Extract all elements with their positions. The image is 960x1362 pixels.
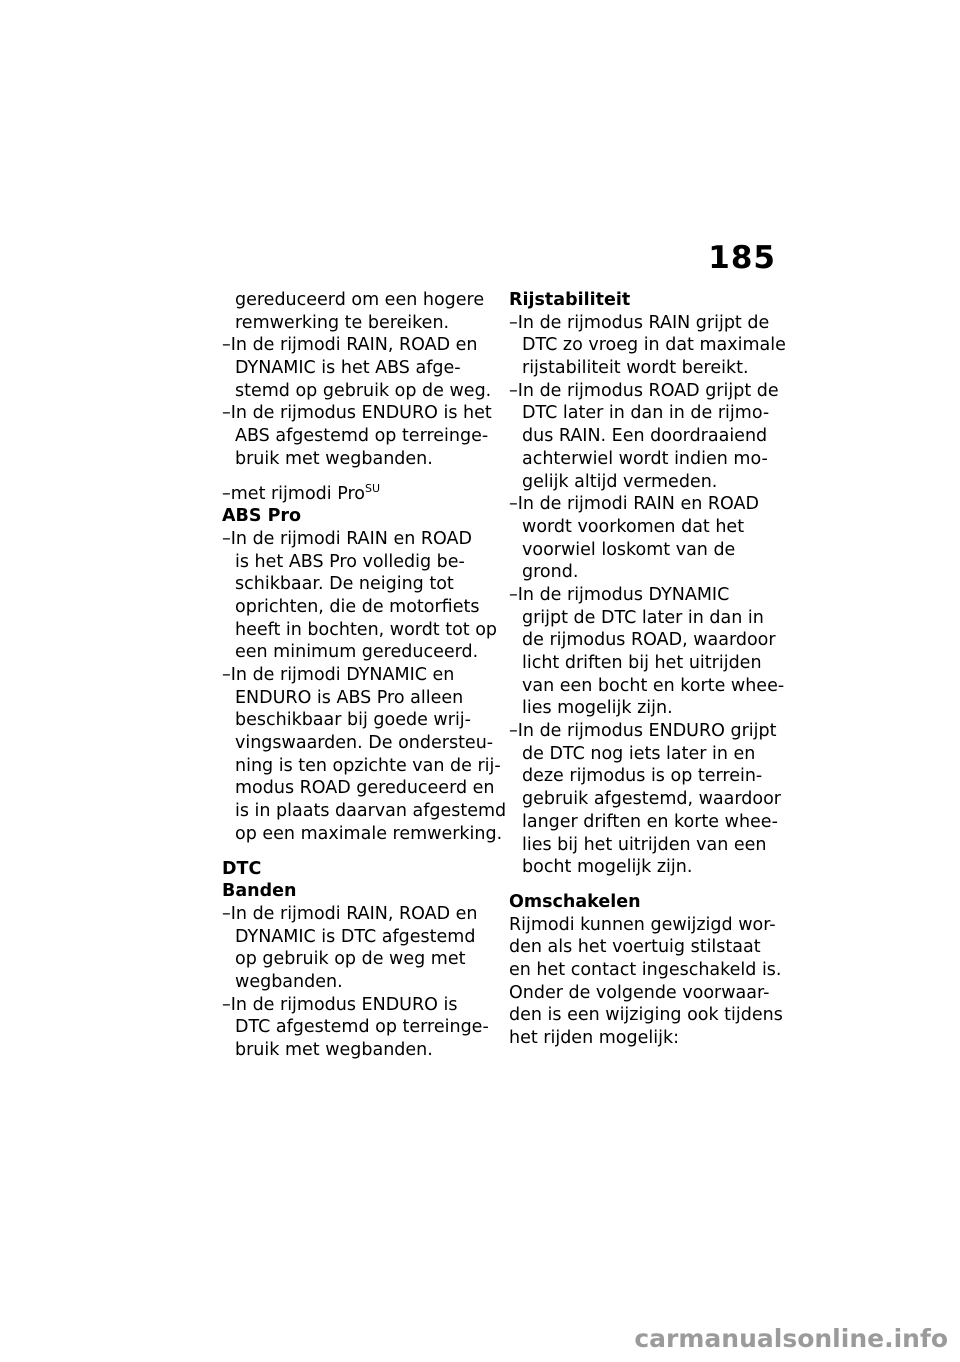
line-text: –In de rijmodus ENDURO is het xyxy=(222,403,492,424)
line-text: lies bij het uitrijden van een xyxy=(522,834,767,855)
text-line xyxy=(509,493,781,516)
superscript: SU xyxy=(364,481,381,495)
text-line xyxy=(222,800,507,823)
line-text: DTC xyxy=(222,858,262,879)
line-text: bocht mogelijk zijn. xyxy=(522,857,693,878)
text-line xyxy=(222,380,494,403)
text-line xyxy=(509,471,781,494)
line-text: DYNAMIC is het ABS afge- xyxy=(235,358,461,379)
line-text: grijpt de DTC later in dan in xyxy=(522,607,764,628)
line-text: bruik met wegbanden. xyxy=(235,448,433,469)
paragraph-gap xyxy=(509,879,781,891)
line-text: schikbaar. De neiging tot xyxy=(235,574,454,595)
line-text: wordt voorkomen dat het xyxy=(522,516,745,537)
line-text: is het ABS Pro volledig be- xyxy=(235,551,465,572)
line-text: langer driften en korte whee- xyxy=(522,811,778,832)
line-text: –In de rijmodus ROAD grijpt de xyxy=(509,380,779,401)
text-line xyxy=(509,380,781,403)
text-line xyxy=(509,959,781,982)
text-line xyxy=(509,448,781,471)
text-line xyxy=(222,334,494,357)
line-text: –In de rijmodus ENDURO is xyxy=(222,994,458,1015)
paragraph-gap xyxy=(222,846,494,858)
line-text: ENDURO is ABS Pro alleen xyxy=(235,687,464,708)
text-line xyxy=(509,720,781,743)
text-line xyxy=(222,573,494,596)
line-text: DTC afgestemd op terreinge- xyxy=(235,1017,489,1038)
line-text: –In de rijmodi RAIN, ROAD en xyxy=(222,903,478,924)
text-line xyxy=(509,516,781,539)
left-column xyxy=(222,289,507,1062)
line-text: op gebruik op de weg met xyxy=(235,949,466,970)
line-text: rijstabiliteit wordt bereikt. xyxy=(522,358,749,379)
text-line xyxy=(222,619,498,642)
text-line xyxy=(509,834,781,857)
text-line xyxy=(222,483,494,506)
text-line xyxy=(222,425,494,448)
line-text: ning is ten opzichte van de rij- xyxy=(235,755,501,776)
line-text: gelijk altijd vermeden. xyxy=(522,471,718,492)
text-line xyxy=(509,697,781,720)
text-line xyxy=(222,823,503,846)
paragraph-gap xyxy=(222,471,494,483)
line-text: Rijstabiliteit xyxy=(509,290,631,310)
text-line xyxy=(222,732,494,755)
line-text: Banden xyxy=(222,881,297,902)
line-text: –In de rijmodus DYNAMIC xyxy=(509,584,730,605)
text-line xyxy=(222,1039,494,1062)
text-line xyxy=(509,425,781,448)
line-text: ABS Pro xyxy=(222,506,302,527)
right-column xyxy=(509,289,786,1050)
section-heading xyxy=(509,289,781,312)
line-text: van een bocht en korte whee- xyxy=(522,675,785,696)
text-line xyxy=(222,777,494,800)
text-line xyxy=(509,629,781,652)
text-line xyxy=(222,289,494,312)
text-line xyxy=(509,914,781,937)
text-line xyxy=(509,743,781,766)
text-line xyxy=(509,652,781,675)
line-text: achterwiel wordt indien mo- xyxy=(522,448,768,469)
line-text: dus RAIN. Een doordraaiend xyxy=(522,426,768,447)
line-text: beschikbaar bij goede wrij- xyxy=(235,710,471,731)
line-text: stemd op gebruik op de weg. xyxy=(235,380,492,401)
line-text: –met rijmodi Pro xyxy=(222,483,365,504)
line-text: de DTC nog iets later in en xyxy=(522,743,756,764)
section-heading xyxy=(509,891,781,914)
line-text: gebruik afgestemd, waardoor xyxy=(522,789,781,810)
section-heading xyxy=(222,880,494,903)
watermark: carmanualsonline.info xyxy=(634,1324,948,1353)
line-text: de rijmodus ROAD, waardoor xyxy=(522,630,776,651)
text-line xyxy=(222,926,494,949)
line-text: –In de rijmodi RAIN, ROAD en xyxy=(222,335,478,356)
line-text: den als het voertuig stilstaat xyxy=(509,937,761,958)
line-text: den is een wijziging ook tijdens xyxy=(509,1005,783,1026)
text-line xyxy=(222,357,494,380)
line-text: Omschakelen xyxy=(509,891,641,912)
line-text: –In de rijmodus RAIN grijpt de xyxy=(509,312,770,333)
line-text: deze rijmodus is op terrein- xyxy=(522,766,763,787)
line-text: heeft in bochten, wordt tot op xyxy=(235,619,498,640)
line-text: –In de rijmodi RAIN en ROAD xyxy=(509,494,759,515)
line-text: lies mogelijk zijn. xyxy=(522,698,673,719)
section-heading xyxy=(222,505,494,528)
line-text: Rijmodi kunnen gewijzigd wor- xyxy=(509,914,776,935)
text-line xyxy=(222,312,494,335)
text-line xyxy=(509,357,781,380)
text-line xyxy=(509,1027,781,1050)
line-text: voorwiel loskomt van de xyxy=(522,539,736,560)
line-text: oprichten, die de motorfiets xyxy=(235,596,480,617)
text-line xyxy=(222,528,494,551)
text-line xyxy=(509,936,781,959)
line-text: bruik met wegbanden. xyxy=(235,1040,433,1060)
text-line xyxy=(509,539,781,562)
line-text: –In de rijmodi RAIN en ROAD xyxy=(222,528,472,549)
text-line xyxy=(509,982,781,1005)
text-line xyxy=(222,641,494,664)
text-line xyxy=(222,664,494,687)
line-text: –In de rijmodus ENDURO grijpt xyxy=(509,721,777,742)
text-line xyxy=(509,856,781,879)
text-line xyxy=(222,1016,494,1039)
text-line xyxy=(222,402,494,425)
text-line xyxy=(222,903,494,926)
line-text: is in plaats daarvan afgestemd xyxy=(235,801,507,822)
text-line xyxy=(509,402,781,425)
text-line xyxy=(222,596,494,619)
text-line xyxy=(509,811,781,834)
text-line xyxy=(509,607,781,630)
line-text: grond. xyxy=(522,562,579,583)
page-number: 185 xyxy=(708,240,776,276)
text-line xyxy=(509,788,781,811)
text-line xyxy=(222,709,494,732)
text-line xyxy=(222,755,501,778)
text-line xyxy=(222,948,494,971)
line-text: remwerking te bereiken. xyxy=(235,312,450,333)
line-text: modus ROAD gereduceerd en xyxy=(235,778,495,799)
text-line xyxy=(222,448,494,471)
section-heading xyxy=(222,858,494,881)
text-line xyxy=(222,994,494,1017)
text-line xyxy=(509,675,785,698)
line-text: DYNAMIC is DTC afgestemd xyxy=(235,926,476,947)
line-text: gereduceerd om een hogere xyxy=(235,290,485,310)
line-text: het rijden mogelijk: xyxy=(509,1028,679,1048)
line-text: Onder de volgende voorwaar- xyxy=(509,982,770,1003)
line-text: licht driften bij het uitrijden xyxy=(522,653,762,673)
text-line xyxy=(509,561,781,584)
line-text: en het contact ingeschakeld is. xyxy=(509,959,782,980)
line-text: DTC later in dan in de rijmo- xyxy=(522,403,770,424)
line-text: een minimum gereduceerd. xyxy=(235,642,479,663)
line-text: DTC zo vroeg in dat maximale xyxy=(522,335,786,356)
text-line xyxy=(509,312,781,335)
text-line xyxy=(222,551,494,574)
line-text: wegbanden. xyxy=(235,971,343,992)
line-text: ABS afgestemd op terreinge- xyxy=(235,426,489,447)
text-line xyxy=(509,584,781,607)
text-line xyxy=(509,765,781,788)
line-text: vingswaarden. De ondersteu- xyxy=(235,733,494,754)
text-line xyxy=(222,971,494,994)
text-line xyxy=(509,1004,781,1027)
text-line xyxy=(509,334,786,357)
text-line xyxy=(222,687,494,710)
line-text: –In de rijmodi DYNAMIC en xyxy=(222,665,455,685)
line-text: op een maximale remwerking. xyxy=(235,823,503,844)
